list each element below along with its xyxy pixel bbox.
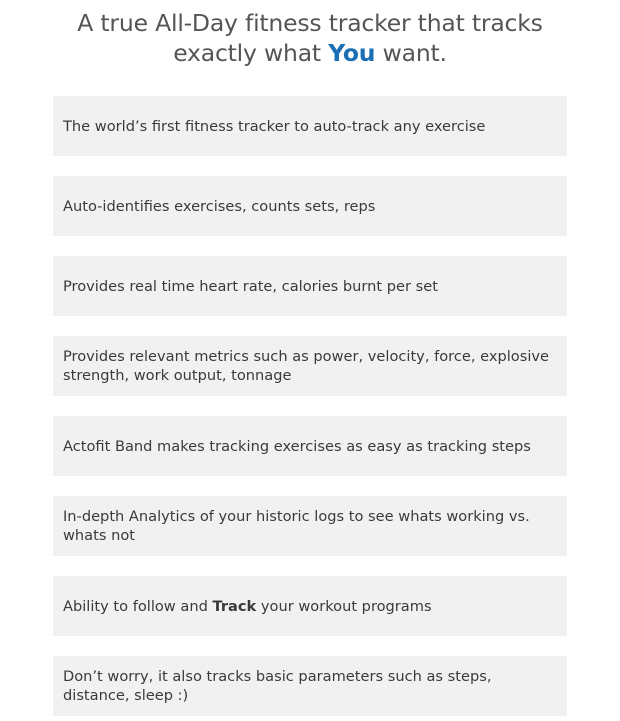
feature-item-analytics: [53, 496, 567, 556]
headline-prefix: A true All-Day fitness tracker that tracks exactly what: [77, 9, 543, 67]
feature-text: Provides real time heart rate, calories burnt per set: [63, 277, 438, 295]
headline-suffix: want.: [375, 39, 447, 67]
feature-item-heart-rate: [53, 256, 567, 316]
feature-list: [53, 96, 567, 716]
feature-item-auto-track: [53, 96, 567, 156]
feature-text-bold: Track: [212, 597, 257, 615]
feature-text-after: your workout programs: [256, 597, 432, 615]
feature-text: Actofit Band makes tracking exercises as easy as tracking steps: [63, 437, 531, 455]
feature-text: [63, 597, 432, 616]
feature-item-easy-tracking: [53, 416, 567, 476]
feature-text: The world’s first fitness tracker to auto-track any exercise: [63, 117, 486, 135]
feature-text: Don’t worry, it also tracks basic parameters such as steps, distance, sleep :): [63, 668, 492, 704]
feature-item-basic-parameters: [53, 656, 567, 716]
feature-item-auto-identify: [53, 176, 567, 236]
feature-item-programs: [53, 576, 567, 636]
page-title: [40, 8, 580, 68]
feature-text: Provides relevant metrics such as power, velocity, force, explosive strength, work output, tonnage: [63, 348, 549, 384]
feature-text-before: Ability to follow and: [63, 597, 213, 615]
feature-text: In-depth Analytics of your historic logs to see whats working vs. whats not: [63, 508, 530, 544]
feature-item-metrics: [53, 336, 567, 396]
feature-text: Auto-identifies exercises, counts sets, reps: [63, 197, 376, 215]
headline-emphasis: You: [328, 39, 376, 67]
